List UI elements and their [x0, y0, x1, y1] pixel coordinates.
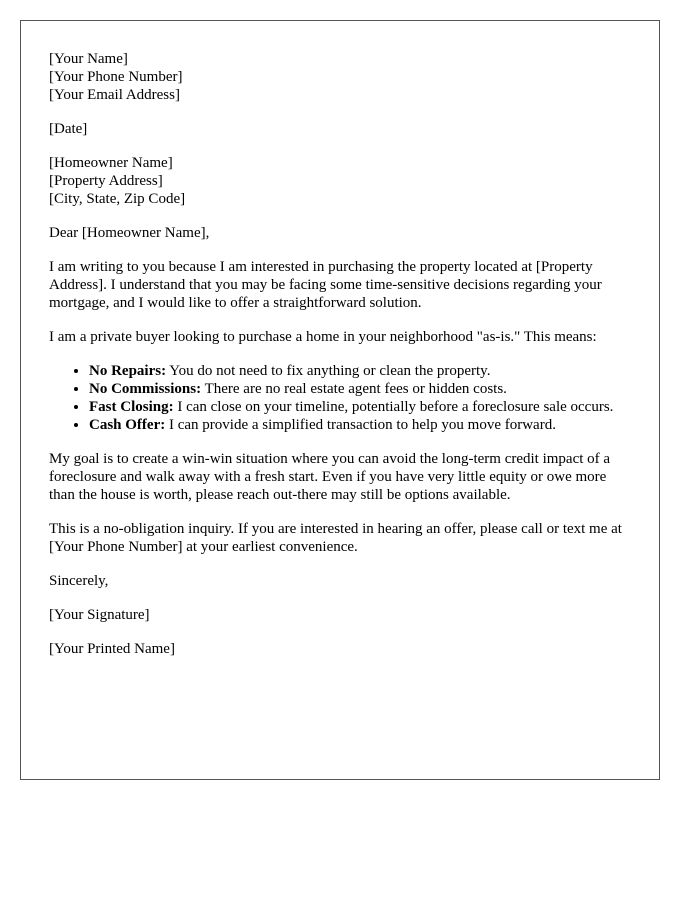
sender-name: [Your Name]	[49, 51, 128, 67]
benefit-term: Cash Offer:	[89, 417, 166, 433]
letter-body	[49, 50, 634, 674]
sender-block	[49, 50, 634, 104]
benefit-text: I can provide a simplified transaction to help you move forward.	[165, 417, 556, 433]
benefit-text: I can close on your timeline, potentially before a foreclosure sale occurs.	[173, 399, 614, 415]
recipient-block	[49, 154, 634, 208]
recipient-name: [Homeowner Name]	[49, 155, 173, 171]
salutation: Dear [Homeowner Name],	[49, 225, 210, 241]
list-item	[89, 398, 634, 416]
benefit-term: No Commissions:	[89, 381, 202, 397]
signature: [Your Signature]	[49, 607, 150, 623]
sender-email: [Your Email Address]	[49, 87, 180, 103]
benefit-term: Fast Closing:	[89, 399, 174, 415]
benefit-text: You do not need to fix anything or clean the property.	[166, 363, 491, 379]
benefits-list	[49, 362, 634, 434]
recipient-address: [Property Address]	[49, 173, 163, 189]
list-item	[89, 416, 634, 434]
printed-name: [Your Printed Name]	[49, 641, 175, 657]
benefit-term: No Repairs:	[89, 363, 167, 379]
benefit-text: There are no real estate agent fees or hidden costs.	[201, 381, 507, 397]
buyer-paragraph: I am a private buyer looking to purchase a home in your neighborhood "as-is." This means:	[49, 329, 597, 345]
closing: Sincerely,	[49, 573, 109, 589]
inquiry-paragraph: This is a no-obligation inquiry. If you are interested in hearing an offer, please call or text me at [Your Phone Number] at your earliest convenience.	[49, 521, 622, 555]
intro-paragraph: I am writing to you because I am interested in purchasing the property located at [Property Address]. I understand that you may be facing some time-sensitive decisions regarding your mortgage, and I would like to offer a straightforward solution.	[49, 259, 602, 311]
sender-phone: [Your Phone Number]	[49, 69, 183, 85]
recipient-city-state-zip: [City, State, Zip Code]	[49, 191, 186, 207]
goal-paragraph: My goal is to create a win-win situation where you can avoid the long-term credit impact of a foreclosure and walk away with a fresh start. Even if you have very little equity or owe more than the house is worth, please reach out-there may still be options available.	[49, 451, 611, 503]
letter-date: [Date]	[49, 121, 88, 137]
list-item	[89, 380, 634, 398]
list-item	[89, 362, 634, 380]
letter-page	[20, 20, 660, 780]
